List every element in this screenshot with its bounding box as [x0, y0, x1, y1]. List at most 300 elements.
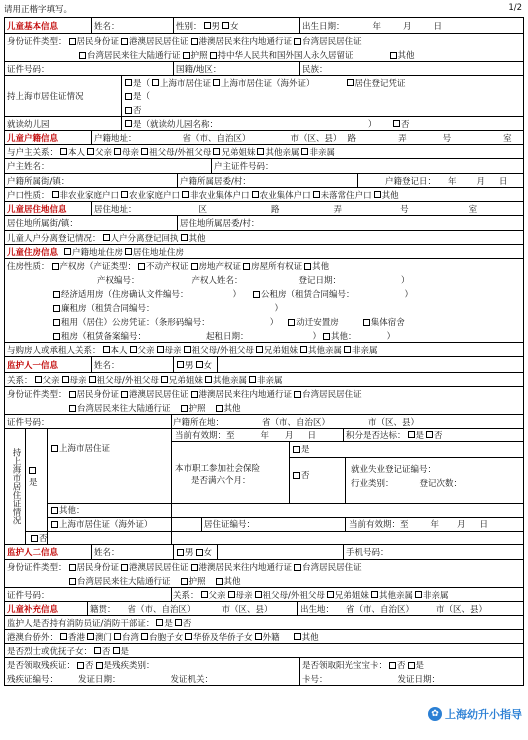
g1-valid2-month: 月 [457, 520, 466, 530]
g1-male-checkbox[interactable] [177, 361, 184, 368]
birth-label: 出生日期： [302, 21, 345, 32]
martyr-no-checkbox[interactable] [94, 647, 101, 654]
buyer-relation-row [5, 342, 523, 356]
owner-name-label: 户主姓名： [7, 162, 50, 172]
g1-ins-no-checkbox[interactable] [293, 472, 300, 479]
nature6-checkbox[interactable] [53, 291, 60, 298]
nature5-label: 其他 [312, 262, 330, 272]
g1-score-label: 积分是否达标： [346, 430, 406, 441]
hk2-label: 澳门 [95, 632, 113, 643]
g2-relation-label: 关系： [173, 590, 199, 601]
nature2-checkbox[interactable] [138, 263, 145, 270]
cert-owner-label: 产权人姓名： [191, 276, 243, 286]
g1-rel2-checkbox[interactable] [62, 376, 69, 383]
rel2-checkbox[interactable] [87, 148, 94, 155]
rel3-label: 母亲 [122, 147, 140, 158]
g1-id4-checkbox[interactable] [294, 391, 301, 398]
g1-industry-label: 行业类别： [351, 479, 394, 489]
g2-rel3-label: 祖父母/外祖父母 [262, 590, 325, 601]
g1-overseas-checkbox[interactable] [51, 521, 58, 528]
nature4-checkbox[interactable] [243, 263, 250, 270]
buyer6-checkbox[interactable] [300, 346, 307, 353]
live-address-label: 居住地址： [94, 204, 137, 215]
male-label: 男 [211, 21, 221, 32]
martyr-yes-label: 是 [120, 646, 130, 657]
guardian1-relation-row [5, 372, 523, 386]
rel1-label: 本人 [68, 147, 86, 158]
g1-permit-no-checkbox[interactable] [31, 535, 38, 542]
section-title-supplement: 儿童补充信息 [7, 604, 59, 615]
household-village-label: 户籍所属居委/村： [180, 176, 251, 187]
g1-id1-label: 居民身份证 [76, 390, 120, 400]
id-opt3-label: 港澳居民来往内地通行证 [198, 37, 293, 47]
live-address-row [5, 201, 523, 215]
res-b-checkbox[interactable] [213, 79, 220, 86]
g1-city-label: 市（区、县） [368, 417, 420, 428]
guardian2-name-row [5, 544, 523, 559]
buyer1-label: 本人 [110, 345, 128, 356]
g2-id-type-label: 身份证件类型： [7, 563, 67, 573]
g2-rel2-checkbox[interactable] [228, 591, 235, 598]
supplement-origin-row [5, 601, 523, 615]
rel7-label: 非亲属 [309, 147, 335, 158]
g1-id3-label: 港澳居民来往内地通行证 [198, 390, 293, 400]
household-town-label: 户籍所属街/镇： [7, 176, 70, 187]
guardian2-id-type-row [5, 559, 523, 587]
hk5-checkbox[interactable] [185, 633, 192, 640]
id-opt2-checkbox[interactable] [121, 38, 128, 45]
id-opt8-label: 其他 [397, 51, 415, 61]
buyer3-checkbox[interactable] [157, 346, 164, 353]
hk1-checkbox[interactable] [60, 633, 67, 640]
nature3-label: 房地产权证 [198, 262, 242, 272]
g2-id3-label: 港澳居民来往内地通行证 [198, 563, 293, 573]
id-opt2-label: 港澳居民居住证 [129, 37, 189, 47]
section-title-guardian1: 监护人一信息 [7, 360, 59, 371]
g2-phone-label: 手机号码： [346, 548, 389, 558]
buyer7-checkbox[interactable] [344, 346, 351, 353]
g2-id6-checkbox[interactable] [181, 578, 188, 585]
household-day-label: 日 [499, 176, 508, 187]
buyer7-label: 非亲属 [351, 345, 378, 356]
buyer3-label: 母亲 [164, 345, 182, 356]
hk6-checkbox[interactable] [255, 633, 262, 640]
household-town-row [5, 173, 523, 187]
g1-rel2-label: 母亲 [69, 375, 87, 386]
name-label: 姓名： [94, 21, 120, 32]
hk2-checkbox[interactable] [87, 633, 94, 640]
nature8-label: 廉租房（租赁合同编号： [61, 304, 155, 314]
ethnicity-label: 民族： [302, 64, 328, 75]
section-title-housing: 儿童住房信息 [7, 247, 59, 258]
hk4-label: 台胞子女 [149, 632, 184, 643]
firefighter-label: 监护人是否持有消防员证/消防干部证： [7, 618, 155, 629]
live-room-label: 室 [468, 204, 478, 215]
martyr-yes-checkbox[interactable] [113, 647, 120, 654]
buyer1-checkbox[interactable] [103, 346, 110, 353]
id-opt4-checkbox[interactable] [294, 38, 301, 45]
guardian1-name-row [5, 356, 523, 372]
g1-id6-checkbox[interactable] [181, 405, 188, 412]
g1-score-yes-label: 是 [415, 430, 425, 441]
sun-no-checkbox[interactable] [389, 662, 396, 669]
start-date-label: 起租日期： [206, 332, 249, 342]
g1-other-label: 其他： [59, 506, 85, 516]
g2-male-checkbox[interactable] [177, 549, 184, 556]
live-district-label: 区 [198, 204, 208, 215]
section-title-guardian2: 监护人二信息 [7, 548, 59, 558]
sun-no-label: 否 [397, 661, 406, 671]
htype1-checkbox[interactable] [52, 191, 59, 198]
htype5-label: 未落常住户口 [320, 190, 372, 201]
buyer2-checkbox[interactable] [130, 346, 137, 353]
rel1-checkbox[interactable] [60, 148, 67, 155]
buyer6-label: 其他亲属 [307, 345, 342, 356]
hk6-label: 外籍 [262, 632, 280, 643]
household-city-label: 市（区、县） [290, 133, 342, 144]
res-a-label: 上海市居住证 [160, 78, 212, 89]
g2-id3-checkbox[interactable] [191, 564, 198, 571]
htype4-checkbox[interactable] [252, 191, 259, 198]
fire-no-checkbox[interactable] [175, 619, 182, 626]
rel6-checkbox[interactable] [257, 148, 264, 155]
g1-rel3-checkbox[interactable] [89, 376, 96, 383]
g1-other-checkbox[interactable] [51, 507, 58, 514]
origin-city-label: 市（区、县） [221, 604, 273, 615]
g2-id5-checkbox[interactable] [69, 578, 76, 585]
housing-title-row [5, 244, 523, 258]
housing-opt1-label: 户籍地址住房 [72, 247, 124, 258]
g2-id2-checkbox[interactable] [121, 564, 128, 571]
g1-employ-label: 就业失业登记证编号： [351, 465, 437, 475]
household-address-label: 户籍地址： [94, 133, 137, 144]
g1-prov-label: 省（市、自治区） [262, 417, 331, 428]
kg-yes-label: 是（就读幼儿园名称： [133, 119, 219, 130]
live-town-row [5, 215, 523, 230]
household-prov-label: 省（市、自治区） [182, 133, 251, 144]
g1-female-checkbox[interactable] [196, 361, 203, 368]
fire-no-label: 否 [182, 618, 192, 629]
nature11-checkbox[interactable] [363, 319, 370, 326]
nature6-label: 经济适用房（住房确认文件编号： [61, 290, 189, 300]
birthplace-label: 出生地： [300, 604, 335, 615]
male-checkbox[interactable] [204, 22, 211, 29]
g2-rel6-checkbox[interactable] [415, 591, 422, 598]
n7-close-label: ） [404, 290, 414, 300]
instruction-text: 请用正楷字填写。 [4, 5, 73, 15]
kg-no-checkbox[interactable] [393, 120, 400, 127]
nature8-checkbox[interactable] [53, 305, 60, 312]
g1-rel1-label: 父亲 [42, 375, 60, 386]
g1-rel6-checkbox[interactable] [249, 376, 256, 383]
origin-label: 籍贯： [90, 604, 116, 615]
watermark [428, 706, 522, 722]
buyer5-checkbox[interactable] [256, 346, 263, 353]
rel5-checkbox[interactable] [213, 148, 220, 155]
htype2-checkbox[interactable] [121, 191, 128, 198]
sep1-label: 人户分离登记回执 [110, 233, 179, 244]
id-opt1-label: 居民身份证 [76, 37, 120, 47]
g1-rel1-checkbox[interactable] [35, 376, 42, 383]
hk3-label: 台湾 [122, 632, 140, 643]
nature7-label: 公租房（租赁合同编号： [261, 290, 355, 300]
guardian1-permit-block [5, 414, 523, 544]
live-village-label: 居住地所属居委/村： [180, 219, 260, 229]
g1-rel3-label: 祖父母/外祖父母 [96, 375, 159, 386]
rel3-checkbox[interactable] [114, 148, 121, 155]
n9-close-label: ） [269, 318, 279, 328]
nature10-checkbox[interactable] [288, 319, 295, 326]
htype4-label: 农业集体户口 [259, 190, 311, 201]
nature7-checkbox[interactable] [253, 291, 260, 298]
g1-female-label: 女 [203, 360, 213, 371]
res-no-checkbox[interactable] [125, 107, 132, 114]
birthplace-city-label: 市（区、县） [436, 604, 488, 615]
nature2-label: 不动产权证 [146, 262, 189, 272]
household-relation-row [5, 144, 523, 158]
g2-id4-checkbox[interactable] [294, 564, 301, 571]
rel7-checkbox[interactable] [301, 148, 308, 155]
g1-insurance-label: 本市职工参加社会保险 [175, 464, 261, 474]
g1-name-label: 姓名： [94, 360, 120, 371]
buyer-label: 与购房人或承租人关系： [7, 345, 101, 356]
separation-label: 儿童人户分离登记情况： [7, 233, 101, 244]
g2-rel2-label: 母亲 [235, 590, 253, 601]
nature9-label: 租用（居住）公房凭证：（条形码编号： [61, 318, 210, 328]
g1-rel5-checkbox[interactable] [205, 376, 212, 383]
disab-no-label: 否 [85, 661, 94, 671]
rel6-label: 其他亲属 [265, 147, 300, 158]
g1-ins-yes-checkbox[interactable] [293, 446, 300, 453]
gender-label: 性别： [176, 21, 202, 32]
household-type-label: 户口性质： [7, 190, 50, 201]
watermark-text: 上海幼升小指导 [445, 708, 522, 721]
residence-permit-label: 持上海市居住证情况 [7, 92, 84, 102]
id-opt1-checkbox[interactable] [69, 38, 76, 45]
g2-id1-checkbox[interactable] [69, 564, 76, 571]
disab-no-checkbox[interactable] [77, 662, 84, 669]
household-no-label: 号 [442, 133, 452, 144]
female-label: 女 [230, 21, 239, 32]
g1-id5-checkbox[interactable] [69, 405, 76, 412]
housing-opt1-checkbox[interactable] [64, 248, 71, 255]
sun-card-date-label: 发证日期： [397, 675, 441, 685]
housing-opt2-checkbox[interactable] [125, 248, 132, 255]
live-no-label: 号 [400, 204, 409, 215]
month-label: 月 [403, 21, 412, 32]
sep2-checkbox[interactable] [181, 234, 188, 241]
disability-row [5, 657, 523, 685]
guardian1-id-type-row [5, 386, 523, 414]
g1-relation-label: 关系： [7, 375, 33, 386]
kg-close-label: ） [368, 119, 377, 130]
nature13-checkbox[interactable] [323, 333, 330, 340]
res-yes1-checkbox[interactable] [125, 79, 132, 86]
hk1-label: 香港 [68, 632, 86, 643]
kindergarten-label: 就读幼儿园 [7, 119, 50, 130]
hk7-checkbox[interactable] [294, 633, 301, 640]
firefighter-row [5, 615, 523, 629]
g2-rel5-checkbox[interactable] [371, 591, 378, 598]
id-opt4-label: 台湾居民居住证 [302, 37, 362, 47]
nature3-checkbox[interactable] [191, 263, 198, 270]
htype3-label: 非农业集体户口 [190, 190, 250, 201]
g2-female-checkbox[interactable] [196, 549, 203, 556]
g2-id4-label: 台湾居民居住证 [302, 563, 362, 573]
g2-rel6-label: 非亲属 [422, 590, 449, 601]
nationality-label: 国籍/地区： [176, 64, 222, 75]
id-opt7-checkbox[interactable] [210, 52, 217, 59]
page-number: 1/2 [508, 3, 522, 13]
separation-row [5, 230, 523, 244]
id-opt5-checkbox[interactable] [79, 52, 86, 59]
g2-rel4-checkbox[interactable] [327, 591, 334, 598]
sun-yes-checkbox[interactable] [408, 662, 415, 669]
id-type-label: 身份证件类型： [7, 37, 67, 47]
g1-rel6-label: 非亲属 [256, 375, 283, 386]
g1-permit-yes-label: 是 [29, 478, 38, 488]
g2-female-label: 女 [203, 548, 213, 558]
g1-score-no-checkbox[interactable] [426, 431, 433, 438]
id-opt3-checkbox[interactable] [191, 38, 198, 45]
g1-valid-month: 月 [285, 430, 294, 441]
res-yes2-label: 是（ [133, 92, 151, 102]
sun-card-label: 是否领取阳光宝宝卡： [302, 661, 388, 671]
kindergarten-row [5, 116, 523, 130]
housing-nature-row [5, 258, 523, 342]
id-type-row [5, 33, 523, 61]
kg-yes-checkbox[interactable] [125, 120, 132, 127]
buyer4-label: 祖父母/外祖父母 [191, 345, 254, 356]
martyr-label: 是否烈士或优抚子女： [7, 646, 93, 657]
g2-id-no-label: 证件号码： [7, 590, 50, 601]
nature1-checkbox[interactable] [52, 263, 59, 270]
rel4-checkbox[interactable] [141, 148, 148, 155]
housing-opt2-label: 居住地址住房 [133, 247, 185, 258]
g1-shpermit-label: 上海市居住证 [59, 444, 111, 454]
res-a-checkbox[interactable] [152, 79, 159, 86]
id-opt8-checkbox[interactable] [390, 52, 397, 59]
id-opt6-label: 护照 [190, 51, 208, 61]
g2-rel5-label: 其他亲属 [378, 590, 413, 601]
htype3-checkbox[interactable] [182, 191, 189, 198]
household-address-row [5, 130, 523, 144]
g1-id4-label: 台湾居民居住证 [302, 390, 362, 400]
res-b-label: 上海市居住证（海外证） [221, 78, 315, 89]
g1-id-type-label: 身份证件类型： [7, 390, 67, 400]
buyer4-checkbox[interactable] [184, 346, 191, 353]
nature5-checkbox[interactable] [304, 263, 311, 270]
id-opt6-checkbox[interactable] [183, 52, 190, 59]
g1-permit-yes-checkbox[interactable] [29, 467, 36, 474]
g1-rel4-label: 兄弟姐妹 [168, 375, 203, 386]
buyer5-label: 兄弟姐妹 [263, 345, 298, 356]
g2-id1-label: 居民身份证 [76, 563, 120, 573]
g1-score-yes-checkbox[interactable] [408, 431, 415, 438]
registration-form [4, 17, 524, 686]
g2-id5-label: 台湾居民来往大陆通行证 [77, 577, 171, 587]
g2-rel4-label: 兄弟姐妹 [334, 590, 369, 601]
res-yes2-checkbox[interactable] [125, 93, 132, 100]
g2-rel1-checkbox[interactable] [201, 591, 208, 598]
g1-id7-checkbox[interactable] [216, 405, 223, 412]
rel4-label: 祖父母/外祖父母 [149, 147, 212, 158]
g2-male-label: 男 [185, 548, 194, 558]
nature11-label: 集体宿舍 [370, 318, 405, 328]
g2-name-label: 姓名： [94, 548, 120, 558]
live-town-label: 居住地所属街/镇： [7, 219, 78, 229]
g1-id-no-label: 证件号码： [7, 417, 50, 428]
hk3-checkbox[interactable] [114, 633, 121, 640]
g1-hplace-label: 户籍所在地： [173, 417, 225, 428]
g1-id3-checkbox[interactable] [191, 391, 198, 398]
disab-issue-date-label: 发证日期： [78, 675, 121, 685]
g1-id5-label: 台湾居民来往大陆通行证 [77, 404, 171, 414]
g1-permit-no-opt-label: 否 [39, 534, 48, 544]
rel5-label: 兄弟姐妹 [221, 147, 256, 158]
g1-id6-label: 护照 [188, 404, 206, 414]
hk-label: 港澳台侨外： [7, 632, 59, 643]
g2-id7-checkbox[interactable] [216, 578, 223, 585]
g1-rel4-checkbox[interactable] [161, 376, 168, 383]
g1-shpermit-checkbox[interactable] [51, 445, 58, 452]
htype5-checkbox[interactable] [313, 191, 320, 198]
g2-id2-label: 港澳居民居住证 [129, 563, 189, 573]
fire-yes-checkbox[interactable] [156, 619, 163, 626]
disab-type-label: 残疾类别： [112, 661, 155, 671]
nature12-checkbox[interactable] [53, 333, 60, 340]
disab-no-field-label: 残疾证编号： [7, 675, 59, 685]
res-c-label: 居住登记凭证 [354, 78, 406, 89]
id-number-row [5, 61, 523, 75]
res-c-checkbox[interactable] [347, 79, 354, 86]
disab-yes-label: 是 [103, 661, 113, 671]
res-yes1-label: 是（ [133, 78, 151, 89]
household-year-label: 年 [448, 176, 457, 187]
n12-close-label: ） [312, 332, 322, 342]
residence-permit-row [5, 75, 523, 116]
g1-valid2-year: 年 [430, 520, 440, 530]
hk5-label: 华侨及华侨子女 [193, 632, 253, 643]
g2-rel3-checkbox[interactable] [255, 591, 262, 598]
sep1-checkbox[interactable] [103, 234, 110, 241]
g1-valid2-day: 日 [479, 520, 489, 530]
g1-id2-label: 港澳居民居住证 [129, 390, 189, 400]
id-opt5-label: 台湾居民来往大陆通行证 [87, 51, 181, 61]
sep2-label: 其他 [188, 233, 206, 244]
g1-id7-label: 其他 [223, 404, 241, 414]
live-lane-label: 弄 [333, 204, 343, 215]
n8-close-label: ） [274, 304, 284, 314]
cert-no-label: 产权编号： [97, 276, 140, 286]
hk4-checkbox[interactable] [141, 633, 148, 640]
hk-row [5, 629, 523, 643]
owner-id-label: 户主证件号码： [214, 162, 274, 172]
g1-male-label: 男 [185, 360, 194, 371]
day-label: 日 [433, 21, 443, 32]
birthplace-prov-label: 省（市、自治区） [346, 604, 415, 615]
disab-yes-checkbox[interactable] [96, 662, 103, 669]
g2-id6-label: 护照 [188, 577, 206, 587]
nature4-label: 房屋所有权证 [251, 262, 303, 272]
nature9-checkbox[interactable] [53, 319, 60, 326]
g1-id2-checkbox[interactable] [121, 391, 128, 398]
household-type-row [5, 187, 523, 201]
g1-id1-checkbox[interactable] [69, 391, 76, 398]
nature12-label: 租房（租赁备案编号： [61, 332, 147, 342]
female-checkbox[interactable] [222, 22, 229, 29]
htype6-checkbox[interactable] [374, 191, 381, 198]
